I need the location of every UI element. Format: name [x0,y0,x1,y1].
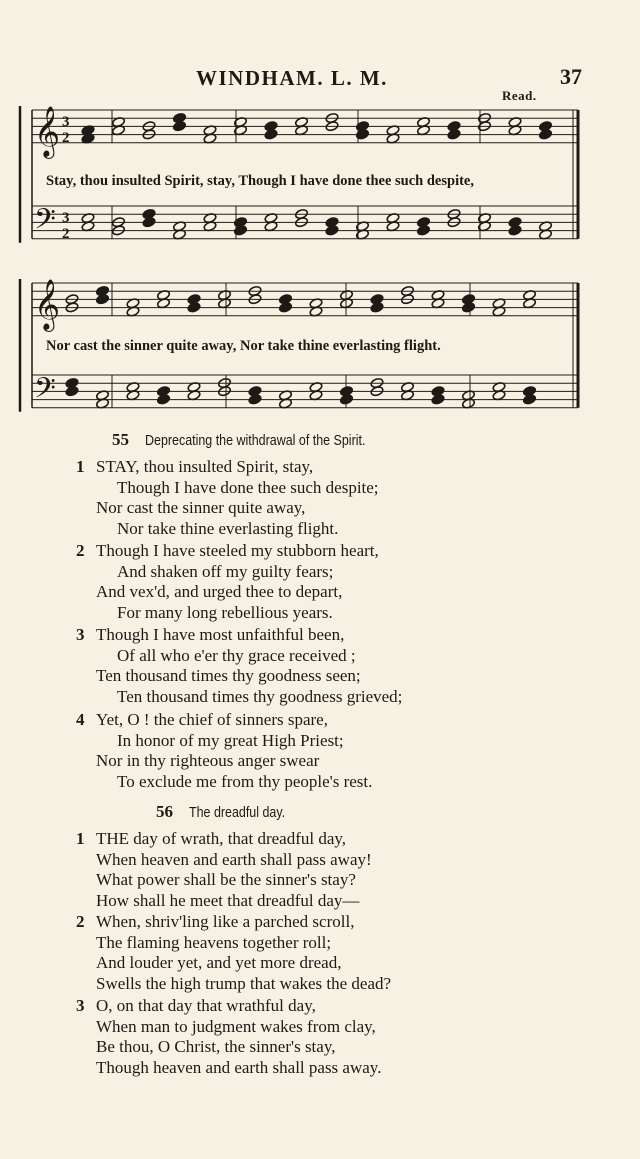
note-head [248,386,262,397]
note-head [126,390,140,401]
verse-line: What power shall be the sinner's stay? [96,870,356,890]
note-head [386,125,400,136]
bass-clef-icon: 𝄢 [34,203,56,243]
note-head [462,390,476,401]
note-head [401,381,415,392]
note-head [478,221,492,232]
verse [76,996,636,1078]
verse-line: And louder yet, and yet more dread, [96,953,342,973]
note-head [462,294,476,305]
note-head [157,394,171,405]
note-head [478,112,492,123]
verse-line: Though I have done thee such despite; [117,477,379,497]
verse [76,457,636,539]
note-head [523,394,537,405]
note-head [203,133,217,144]
note-head [264,212,278,223]
verse-line: When man to judgment wakes from clay, [96,1016,376,1036]
verse [76,625,636,707]
treble-clef-icon: 𝄞 [34,106,61,157]
note-head [218,377,232,388]
hymn-subject: Deprecating the withdrawal of the Spirit. [145,433,366,449]
hymn-heading [156,802,301,822]
note-head [492,390,506,401]
note-head [340,298,354,309]
note-head [96,398,110,409]
note-head [142,129,156,140]
time-signature: 2 [62,130,70,146]
note-head [401,294,415,305]
verse-number: 2 [76,541,85,560]
note-head [65,377,79,388]
verse-line: Swells the high trump that wakes the dead? [96,973,392,993]
page-header [0,60,640,103]
verse-line: Nor cast the sinner quite away, [96,498,306,518]
note-head [492,298,506,309]
note-head [370,294,384,305]
note-head [248,285,262,296]
note-head [203,221,217,232]
note-head [295,116,309,127]
note-head [126,306,140,317]
note-head [401,390,415,401]
verse-line: Ten thousand times thy goodness grieved; [117,686,403,706]
note-head [401,285,415,296]
note-head [126,381,140,392]
note-head [309,381,323,392]
note-head [539,121,553,132]
note-head [234,217,248,228]
verse [76,829,636,911]
note-head [431,386,445,397]
note-head [417,125,431,136]
note-head [340,394,354,405]
note-head [370,377,384,388]
note-head [325,225,339,236]
verse-line: O, on that day that wrathful day, [96,996,316,1015]
music-lyric-line-2: Nor cast the sinner quite away, Nor take thine everlasting flight. [46,338,441,354]
note-head [417,225,431,236]
verse-line: And vex'd, and urged thee to depart, [96,582,343,602]
note-head [539,129,553,140]
time-signature: 2 [62,226,70,242]
note-head [157,386,171,397]
note-head [340,386,354,397]
note-head [279,302,293,313]
hymn-number: 55 [112,430,129,449]
treble-clef-icon: 𝄞 [34,279,61,330]
note-head [492,306,506,317]
note-head [65,302,79,313]
note-head [370,386,384,397]
note-head [279,398,293,409]
note-head [386,221,400,232]
verse-number: 2 [76,912,85,931]
note-head [356,229,370,240]
verse-number: 4 [76,710,85,729]
note-head [478,212,492,223]
note-head [325,217,339,228]
note-head [264,221,278,232]
verse-line: Ten thousand times thy goodness seen; [96,666,361,686]
verse-line: THE day of wrath, that dreadful day, [96,829,347,848]
note-head [248,294,262,305]
note-head [279,390,293,401]
note-head [508,225,522,236]
note-head [309,306,323,317]
note-head [96,285,110,296]
note-head [508,116,522,127]
note-head [173,229,187,240]
note-head [492,381,506,392]
note-head [234,116,248,127]
note-head [218,289,232,300]
note-head [309,298,323,309]
note-head [234,225,248,236]
note-head [431,394,445,405]
note-head [295,217,309,228]
note-head [142,121,156,132]
music-lyric-line-1: Stay, thou insulted Spirit, stay, Though I have done thee such despite, [46,173,474,189]
note-head [126,298,140,309]
note-head [234,125,248,136]
verse-line: Yet, O ! the chief of sinners spare, [96,710,328,729]
verse-line: In honor of my great High Priest; [117,730,344,750]
note-head [447,208,461,219]
note-head [340,289,354,300]
note-head [173,121,187,132]
note-head [157,298,171,309]
note-head [218,386,232,397]
note-head [96,294,110,305]
note-head [81,212,95,223]
note-head [112,217,126,228]
note-head [508,125,522,136]
note-head [203,212,217,223]
tune-composer: Read. [502,88,537,103]
note-head [356,121,370,132]
verse-number: 3 [76,996,85,1015]
verse [76,912,636,994]
verse-line: The flaming heavens together roll; [96,932,332,952]
note-head [539,229,553,240]
verse-number: 3 [76,625,85,644]
note-head [81,221,95,232]
verse-line: Though I have most unfaithful been, [96,625,345,644]
verse-line: When, shriv'ling like a parched scroll, [96,912,355,931]
note-head [447,217,461,228]
note-head [65,386,79,397]
note-head [462,398,476,409]
verse-number: 1 [76,829,85,848]
note-head [81,125,95,136]
verse-line: When heaven and earth shall pass away! [96,849,372,869]
note-head [173,112,187,123]
time-signature: 3 [62,210,70,226]
note-head [478,121,492,132]
note-head [356,129,370,140]
note-head [370,302,384,313]
note-head [112,116,126,127]
note-head [157,289,171,300]
verse-line: To exclude me from thy people's rest. [117,771,373,791]
note-head [65,294,79,305]
verse-line: And shaken off my guilty fears; [117,561,334,581]
tune-title: WINDHAM. L. M. [196,66,388,90]
note-head [248,394,262,405]
note-head [539,221,553,232]
page-number: 37 [560,64,582,89]
time-signature: 3 [62,114,70,130]
note-head [447,129,461,140]
note-head [462,302,476,313]
note-head [142,217,156,228]
note-head [187,302,201,313]
note-head [264,121,278,132]
verse [76,541,636,623]
note-head [325,112,339,123]
note-head [417,116,431,127]
hymn-number: 56 [156,802,173,821]
note-head [187,294,201,305]
note-head [523,386,537,397]
note-head [431,289,445,300]
note-head [81,133,95,144]
note-head [295,125,309,136]
hymn-heading [112,430,402,450]
note-head [112,125,126,136]
verse-line: Be thou, O Christ, the sinner's stay, [96,1037,336,1057]
note-head [203,125,217,136]
note-head [431,298,445,309]
verse-line: For many long rebellious years. [117,602,333,622]
verse-line: Nor in thy righteous anger swear [96,751,320,771]
note-head [523,298,537,309]
bass-clef-icon: 𝄢 [34,372,56,412]
verse [76,710,636,792]
note-head [279,294,293,305]
note-head [386,133,400,144]
note-head [447,121,461,132]
verse-number: 1 [76,457,85,476]
verse-line: Of all who e'er thy grace received ; [117,645,356,665]
note-head [142,208,156,219]
note-head [264,129,278,140]
note-head [309,390,323,401]
note-head [218,298,232,309]
verse-line: How shall he meet that dreadful day— [96,890,360,910]
note-head [417,217,431,228]
verse-line: Though I have steeled my stubborn heart, [96,541,379,560]
note-head [523,289,537,300]
note-head [187,390,201,401]
note-head [173,221,187,232]
verse-line: Though heaven and earth shall pass away. [96,1057,382,1077]
hymn-subject: The dreadful day. [189,805,286,821]
note-head [356,221,370,232]
note-head [325,121,339,132]
verse-line: Nor take thine everlasting flight. [117,518,339,538]
note-head [295,208,309,219]
note-head [187,381,201,392]
note-head [386,212,400,223]
note-head [96,390,110,401]
verse-line: STAY, thou insulted Spirit, stay, [96,457,314,476]
note-head [508,217,522,228]
note-head [112,225,126,236]
